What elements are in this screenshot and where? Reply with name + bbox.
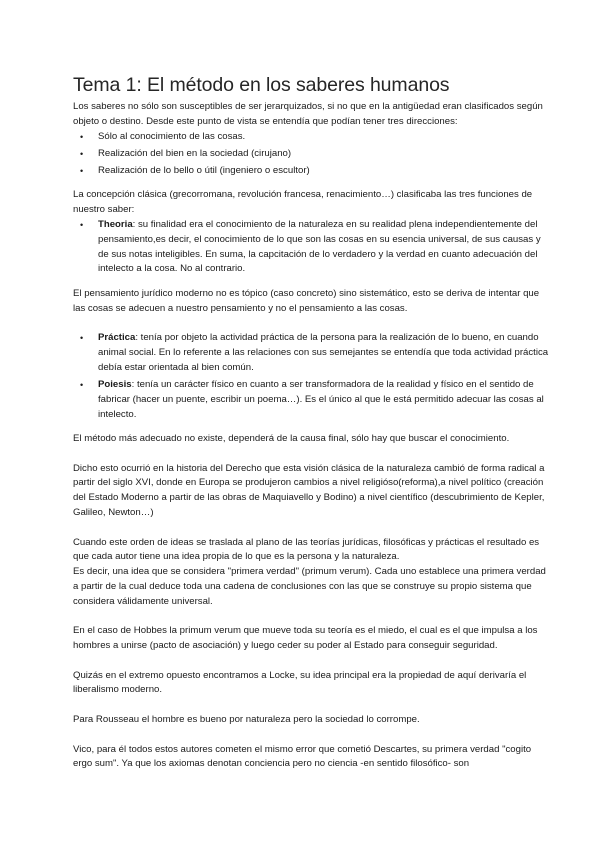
intro-paragraph: Los saberes no sólo son susceptibles de ser jerarquizados, si no que en la antigüedad eran clasificados según objeto o destino. Desde este punto de vista se entendía que podían tener tres direcciones: bbox=[73, 101, 543, 127]
spacer bbox=[73, 698, 549, 713]
order-paragraph-1: Cuando este orden de ideas se traslada al plano de las teorías jurídicas, filosóficas y prácticas el resultado es que cada autor tiene una idea propia de lo que es la persona y la naturaleza. bbox=[73, 536, 540, 563]
hobbes-paragraph: En el caso de Hobbes la primum verum que mueve toda su teoría es el miedo, el cual es el que impulsa a los hombres a unirse (pacto de asociación) y luego ceder su poder al Estado para conseguir seguridad. bbox=[73, 625, 538, 652]
spacer bbox=[73, 316, 549, 331]
spacer bbox=[73, 521, 549, 536]
bullet-icon: • bbox=[80, 166, 84, 177]
spacer bbox=[73, 181, 549, 188]
spacer bbox=[73, 425, 549, 432]
list-item-poiesis: • Poiesis: tenía un carácter físico en cuanto a ser transformadora de la realidad y físico en el sentido de fabricar (hacer un puente, escribir un poema…). Es el único al que le está permitido adecuar las cosas al intelecto. bbox=[80, 379, 544, 420]
vico-paragraph: Vico, para él todos estos autores cometen el mismo error que cometió Descartes, su primera verdad "cogito ergo sum". Ya que los axiomas denotan conciencia pero no ciencia -en sentido filosófico- son bbox=[73, 743, 532, 770]
rousseau-paragraph: Para Rousseau el hombre es bueno por naturaleza pero la sociedad lo corrompe. bbox=[73, 714, 420, 726]
bullet-icon: • bbox=[80, 333, 84, 344]
list-item-practica: • Práctica: tenía por objeto la actividad práctica de la persona para la realización de lo bueno, en cuando animal social. En lo referente a las relaciones con sus semejantes se entendía que toda actividad práctica debía estar orientada al bien común. bbox=[80, 332, 549, 373]
page-title: Tema 1: El método en los saberes humanos bbox=[73, 74, 450, 96]
classical-paragraph: La concepción clásica (grecorromana, revolución francesa, renacimiento…) clasificaba las tres funciones de nuestro saber: bbox=[73, 189, 533, 216]
locke-paragraph: Quizás en el extremo opuesto encontramos a Locke, su idea principal era la propiedad de aquí derivaría el liberalismo moderno. bbox=[73, 669, 527, 696]
list-item: • Realización del bien en la sociedad (cirujano) bbox=[73, 147, 549, 162]
term-poiesis: Poiesis bbox=[98, 379, 132, 391]
bullet-icon: • bbox=[80, 131, 84, 142]
list-item-theoria: • Theoria: su finalidad era el conocimiento de la naturaleza en su realidad plena independientemente del pensamiento,es decir, el conocimiento de lo que son las cosas en su esencia universal, de sus causas y de sus notas inteligibles. En suma, la capcitación de lo verdadero y la verdad en cuanto adecuación del intelecto a la cosa. No al contrario. bbox=[80, 219, 541, 275]
spacer bbox=[73, 610, 549, 625]
bullet-icon: • bbox=[80, 220, 84, 231]
list-item: • Sólo al conocimiento de las cosas. bbox=[73, 130, 549, 145]
bullet-icon: • bbox=[80, 380, 84, 391]
spacer bbox=[73, 280, 549, 287]
history-paragraph: Dicho esto ocurrió en la historia del Derecho que esta visión clásica de la naturaleza cambió de forma radical a partir del siglo XVI, donde en Europa se produjeron cambios a nivel religióso(reforma),a nivel político (creación del Estado Moderno a partir de las obras de Maquiavello y Bodino) a nivel científico (descubrimiento de Kepler, Galileo, Newton…) bbox=[73, 462, 545, 518]
practice-list bbox=[73, 331, 549, 422]
modern-paragraph: El pensamiento jurídico moderno no es tópico (caso concreto) sino sistemático, esto se deriva de intentar que las cosas se adecuen a nuestro pensamiento y no el pensamiento a las cosas. bbox=[73, 287, 540, 314]
term-practica: Práctica bbox=[98, 332, 136, 344]
spacer bbox=[73, 654, 549, 669]
method-paragraph: El método más adecuado no existe, dependerá de la causa final, sólo hay que buscar el conocimiento. bbox=[73, 432, 510, 444]
list-item: • Realización de lo bello o útil (ingeniero o escultor) bbox=[73, 164, 549, 179]
term-theoria: Theoria bbox=[98, 219, 133, 231]
spacer bbox=[73, 447, 549, 462]
order-paragraph-2: Es decir, una idea que se considera "primera verdad" (primum verum). Cada uno establece una primera verdad a partir de la cual deduce toda una cadena de conclusiones con las que se construye su propio sistema que considera válidamente universal. bbox=[73, 566, 546, 607]
directions-list bbox=[73, 130, 549, 179]
spacer bbox=[73, 728, 549, 743]
theory-list bbox=[73, 218, 549, 277]
bullet-icon: • bbox=[80, 148, 84, 159]
